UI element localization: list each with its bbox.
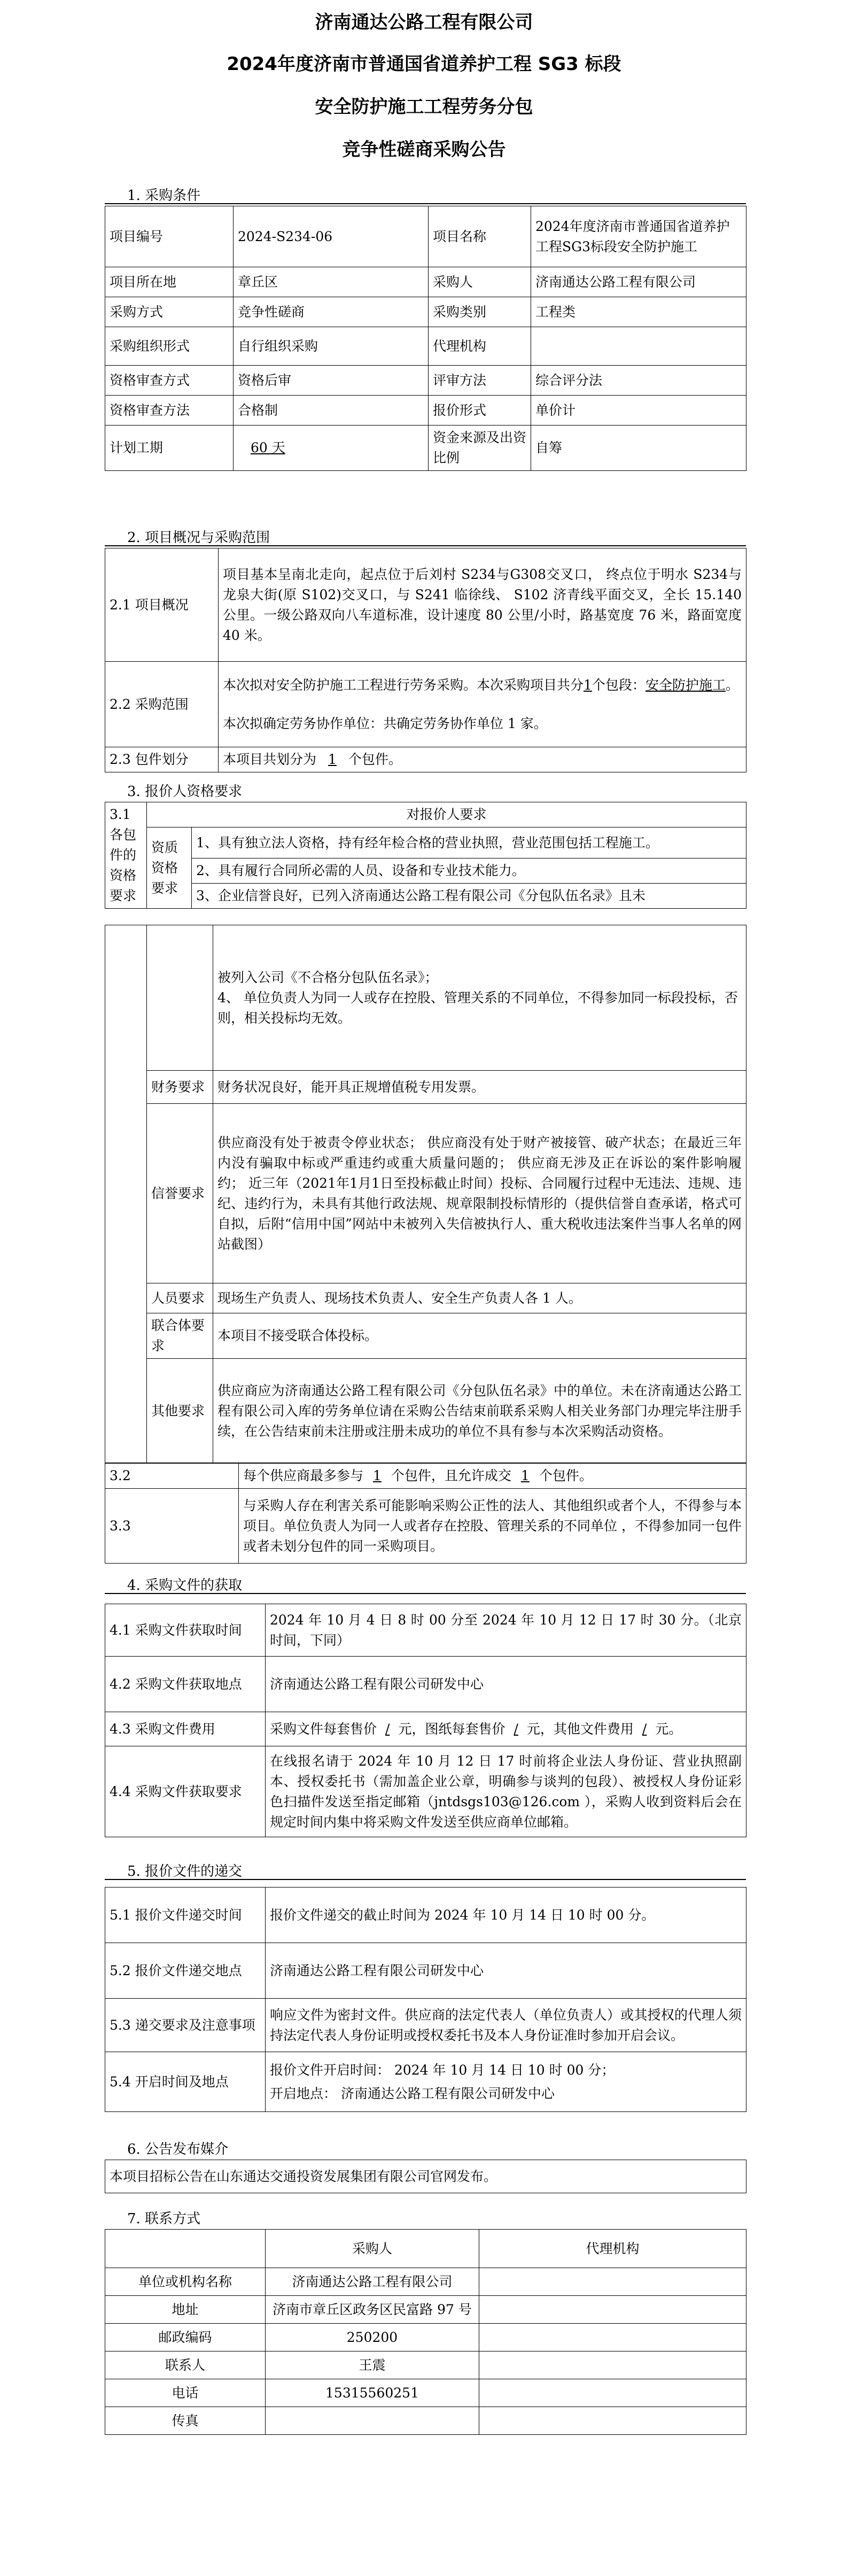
table-cell bbox=[479, 2296, 746, 2324]
table-cell: 济南通达公路工程有限公司研发中心 bbox=[266, 1657, 746, 1712]
table-row bbox=[105, 206, 746, 267]
table-cell: 5.1 报价文件递交时间 bbox=[105, 1887, 266, 1943]
table-cell: 计划工期 bbox=[105, 426, 234, 471]
publication-media-table bbox=[105, 2160, 746, 2193]
table-row bbox=[105, 802, 746, 827]
table-cell: 2024 年 10 月 4 日 8 时 00 分至 2024 年 10 月 12 日 17 时 30 分。（北京时间，下同） bbox=[266, 1604, 746, 1657]
table-cell: 财务状况良好，能开具正规增值税专用发票。 bbox=[213, 1071, 746, 1104]
table-row bbox=[105, 297, 746, 327]
table-cell: 资格后审 bbox=[234, 366, 429, 396]
table-cell: 采购类别 bbox=[429, 297, 531, 327]
package-limit: 1 bbox=[373, 1467, 382, 1483]
table-cell: 3.3 bbox=[105, 1489, 239, 1564]
table-row bbox=[105, 1746, 746, 1837]
table-cell: 5.4 开启时间及地点 bbox=[105, 2052, 266, 2112]
text-span: 个包件。 bbox=[539, 1467, 593, 1483]
table-row bbox=[105, 1359, 746, 1464]
table-cell: 资质资格要求 bbox=[147, 827, 192, 909]
table-cell: 3、企业信誉良好，已列入济南通达公路工程有限公司《分包队伍名录》且未 bbox=[192, 884, 746, 909]
qualification-table-part3 bbox=[105, 1463, 746, 1564]
table-cell: 单价计 bbox=[531, 396, 746, 426]
table-cell: 合格制 bbox=[234, 396, 429, 426]
table-row bbox=[105, 925, 746, 1071]
table-row bbox=[105, 2351, 746, 2379]
text-span: 元，其他文件费用 bbox=[526, 1721, 634, 1737]
fee-value: / bbox=[385, 1721, 390, 1737]
table-cell: 项目基本呈南北走向，起点位于后刘村 S234与G308交叉口， 终点位于明水 S234与龙泉大街(原 S102)交叉口，与 S241 临徐线、 S102 济青线平面交叉，全长 15.140 公里。一级公路双向八车道标准，设计速度 80 公里/小时，路基宽度 76 米，路面宽度 40 米。 bbox=[219, 548, 746, 662]
table-cell bbox=[479, 2379, 746, 2407]
table-cell: 王震 bbox=[266, 2351, 479, 2379]
table-row bbox=[105, 1463, 746, 1489]
table-row bbox=[105, 548, 746, 662]
table-cell: 与采购人存在利害关系可能影响采购公正性的法人、其他组织或者个人，不得参与本项目。单位负责人为同一人或者存在控股、管理关系的不同单位 ，不得参加同一包件或者未划分包件的同一采购项目。 bbox=[239, 1489, 746, 1564]
table-row bbox=[105, 1604, 746, 1657]
table-cell: 4.4 采购文件获取要求 bbox=[105, 1746, 266, 1837]
table-row bbox=[105, 1071, 746, 1104]
table-cell: 2、具有履行合同所必需的人员、设备和专业技术能力。 bbox=[192, 858, 746, 884]
table-row bbox=[105, 2407, 746, 2435]
table-row bbox=[105, 662, 746, 747]
table-row bbox=[105, 2052, 746, 2112]
table-cell: 代理机构 bbox=[429, 327, 531, 366]
table-cell: 2.1 项目概况 bbox=[105, 548, 219, 662]
table-cell: 济南通达公路工程有限公司 bbox=[266, 2268, 479, 2296]
table-row bbox=[105, 1489, 746, 1564]
qualification-table-part2 bbox=[105, 925, 746, 1464]
table-cell: 信誉要求 bbox=[147, 1104, 213, 1283]
table-cell bbox=[479, 2268, 746, 2296]
table-cell: 项目编号 bbox=[105, 206, 234, 267]
table-row bbox=[105, 267, 746, 297]
section-divider bbox=[105, 1593, 746, 1594]
table-cell: 5.3 递交要求及注意事项 bbox=[105, 1999, 266, 2052]
table-cell: 报价文件递交的截止时间为 2024 年 10 月 14 日 10 时 00 分。 bbox=[266, 1887, 746, 1943]
table-cell bbox=[147, 925, 213, 1071]
table-cell: 15315560251 bbox=[266, 2379, 479, 2407]
table-cell: 自筹 bbox=[531, 426, 746, 471]
table-cell: 4.2 采购文件获取地点 bbox=[105, 1657, 266, 1712]
table-row bbox=[105, 1104, 746, 1283]
opening-time: 报价文件开启时间： 2024 年 10 月 14 日 10 时 00 分； bbox=[270, 2062, 615, 2078]
table-cell bbox=[266, 2052, 746, 2112]
table-header: 采购人 bbox=[266, 2230, 479, 2268]
table-cell: 济南通达公路工程有限公司研发中心 bbox=[266, 1943, 746, 1999]
table-cell bbox=[234, 426, 429, 471]
table-cell: 4.1 采购文件获取时间 bbox=[105, 1604, 266, 1657]
table-cell: 1、具有独立法人资格，持有经年检合格的营业执照，营业范围包括工程施工。 bbox=[192, 827, 746, 858]
scope-paragraph: 本次拟确定劳务协作单位：共确定劳务协作单位 1 家。 bbox=[223, 715, 547, 731]
package-name: 安全防护施工 bbox=[645, 677, 726, 693]
table-cell: 2.3 包件划分 bbox=[105, 747, 219, 772]
table-cell: 本项目不接受联合体投标。 bbox=[213, 1313, 746, 1359]
table-cell: 自行组织采购 bbox=[234, 327, 429, 366]
table-cell bbox=[531, 327, 746, 366]
table-cell: 财务要求 bbox=[147, 1071, 213, 1104]
table-cell: 250200 bbox=[266, 2324, 479, 2351]
table-cell: 2024年度济南市普通国省道养护工程SG3标段安全防护施工 bbox=[531, 206, 746, 267]
table-cell: 电话 bbox=[105, 2379, 266, 2407]
section-2-heading: 2. 项目概况与采购范围 bbox=[127, 530, 270, 546]
table-row bbox=[105, 2379, 746, 2407]
table-cell: 工程类 bbox=[531, 297, 746, 327]
table-cell: 竞争性磋商 bbox=[234, 297, 429, 327]
table-cell bbox=[479, 2351, 746, 2379]
award-limit: 1 bbox=[520, 1467, 530, 1483]
table-cell: 济南通达公路工程有限公司 bbox=[531, 267, 746, 297]
text-span: 本次拟对安全防护施工工程进行劳务采购。本次采购项目共分 bbox=[223, 677, 584, 693]
section-5-heading: 5. 报价文件的递交 bbox=[127, 1863, 243, 1879]
table-cell: 5.2 报价文件递交地点 bbox=[105, 1943, 266, 1999]
table-cell: 3.1 各包件的资格要求 bbox=[105, 802, 147, 909]
table-cell: 项目名称 bbox=[429, 206, 531, 267]
table-cell: 项目所在地 bbox=[105, 267, 234, 297]
table-row bbox=[105, 1712, 746, 1746]
table-row bbox=[105, 366, 746, 396]
qualification-table-part1 bbox=[105, 802, 746, 909]
text-span: 元。 bbox=[655, 1721, 682, 1737]
text-span: 元，图纸每套售价 bbox=[398, 1721, 505, 1737]
table-row bbox=[105, 1313, 746, 1359]
table-cell bbox=[266, 2407, 479, 2435]
table-cell: 本项目招标公告在山东通达交通投资发展集团有限公司官网发布。 bbox=[105, 2160, 746, 2193]
table-row bbox=[105, 747, 746, 772]
table-cell bbox=[219, 747, 746, 772]
table-cell: 3.2 bbox=[105, 1463, 239, 1489]
text-span: 采购文件每套售价 bbox=[270, 1721, 377, 1737]
table-cell bbox=[479, 2407, 746, 2435]
table-cell: 单位或机构名称 bbox=[105, 2268, 266, 2296]
table-row bbox=[105, 2296, 746, 2324]
contact-table bbox=[105, 2229, 746, 2435]
table-cell bbox=[266, 1712, 746, 1746]
table-cell: 资格审查方式 bbox=[105, 366, 234, 396]
table-cell: 报价形式 bbox=[429, 396, 531, 426]
table-row bbox=[105, 1999, 746, 2052]
table-cell: 济南市章丘区政务区民富路 97 号 bbox=[266, 2296, 479, 2324]
table-cell: 传真 bbox=[105, 2407, 266, 2435]
table-cell: 邮政编码 bbox=[105, 2324, 266, 2351]
table-cell: 在线报名请于 2024 年 10 月 12 日 17 时前将企业法人身份证、营业执照副本、授权委托书（需加盖企业公章，明确参与谈判的包段）、被授权人身份证彩色扫描件发送至指定邮箱（jntdsgs103@126.com ），采购人收到资料后会在规定时间内集中将采购文件发送至供应商单位邮箱。 bbox=[266, 1746, 746, 1837]
table-row bbox=[105, 2160, 746, 2193]
table-cell bbox=[239, 1463, 746, 1489]
table-cell bbox=[479, 2324, 746, 2351]
table-row bbox=[105, 2230, 746, 2268]
table-header: 代理机构 bbox=[479, 2230, 746, 2268]
section-7-heading: 7. 联系方式 bbox=[127, 2211, 201, 2227]
table-cell: 4.3 采购文件费用 bbox=[105, 1712, 266, 1746]
table-row bbox=[105, 426, 746, 471]
section-divider bbox=[105, 203, 746, 204]
section-6-heading: 6. 公告发布媒介 bbox=[127, 2141, 229, 2157]
notice-title: 竞争性磋商采购公告 bbox=[342, 139, 506, 160]
table-cell: 资金来源及出资比例 bbox=[429, 426, 531, 471]
table-cell: 采购方式 bbox=[105, 297, 234, 327]
table-cell: 其他要求 bbox=[147, 1359, 213, 1464]
table-cell: 联系人 bbox=[105, 2351, 266, 2379]
company-title: 济南通达公路工程有限公司 bbox=[315, 12, 533, 33]
table-row bbox=[105, 827, 746, 858]
requirement-text: 4、 单位负责人为同一人或存在控股、管理关系的不同单位，不得参加同一标段投标，否则，相关投标均无效。 bbox=[217, 989, 738, 1026]
section-divider bbox=[105, 1879, 746, 1880]
opening-place: 开启地点： 济南通达公路工程有限公司研发中心 bbox=[270, 2085, 555, 2101]
table-cell bbox=[105, 925, 147, 1464]
table-cell bbox=[219, 662, 746, 747]
table-cell: 地址 bbox=[105, 2296, 266, 2324]
table-cell bbox=[105, 2230, 266, 2268]
section-4-heading: 4. 采购文件的获取 bbox=[127, 1577, 243, 1593]
table-row bbox=[105, 1887, 746, 1943]
table-row bbox=[105, 396, 746, 426]
table-cell: 响应文件为密封文件。供应商的法定代表人（单位负责人）或其授权的代理人须持法定代表人身份证明或授权委托书及本人身份证准时参加开启会议。 bbox=[266, 1999, 746, 2052]
table-cell: 评审方法 bbox=[429, 366, 531, 396]
section-1-heading: 1. 采购条件 bbox=[127, 188, 201, 204]
table-cell: 供应商应为济南通达公路工程有限公司《分包队伍名录》中的单位。未在济南通达公路工程有限公司入库的劳务单位请在采购公告结束前联系采购人相关业务部门办理完毕注册手续，在公告结束前未注册或注册未成功的单位不具有参与本次采购活动资格。 bbox=[213, 1359, 746, 1464]
table-row bbox=[105, 1283, 746, 1313]
section-3-heading: 3. 报价人资格要求 bbox=[127, 784, 243, 800]
procurement-conditions-table bbox=[105, 206, 746, 471]
text-span: 。 bbox=[725, 677, 739, 693]
table-row bbox=[105, 327, 746, 366]
text-span: 个包件，且允许成交 bbox=[391, 1467, 511, 1483]
fee-value: / bbox=[514, 1721, 518, 1737]
text-span: 每个供应商最多参与 bbox=[243, 1467, 364, 1483]
table-cell: 现场生产负责人、现场技术负责人、安全生产负责人各 1 人。 bbox=[213, 1283, 746, 1313]
table-row bbox=[105, 2324, 746, 2351]
table-cell: 采购人 bbox=[429, 267, 531, 297]
package-count: 1 bbox=[328, 752, 337, 767]
table-cell: 2.2 采购范围 bbox=[105, 662, 219, 747]
scope-paragraph bbox=[223, 675, 742, 695]
table-cell: 人员要求 bbox=[147, 1283, 213, 1313]
table-cell: 综合评分法 bbox=[531, 366, 746, 396]
table-cell: 对报价人要求 bbox=[147, 802, 746, 827]
table-cell: 章丘区 bbox=[234, 267, 429, 297]
requirement-text: 被列入公司《不合格分包队伍名录》； bbox=[217, 969, 438, 985]
table-cell bbox=[213, 925, 746, 1071]
table-cell: 2024-S234-06 bbox=[234, 206, 429, 267]
table-cell: 资格审查方法 bbox=[105, 396, 234, 426]
text-span: 个包段： bbox=[592, 677, 645, 693]
duration-value: 60 天 bbox=[251, 440, 285, 455]
table-row bbox=[105, 2268, 746, 2296]
project-subtitle: 安全防护施工工程劳务分包 bbox=[315, 96, 533, 118]
project-overview-table bbox=[105, 548, 746, 772]
table-row bbox=[105, 858, 746, 884]
table-row bbox=[105, 1943, 746, 1999]
fee-value: / bbox=[642, 1721, 647, 1737]
text-span: 本项目共划分为 bbox=[223, 752, 317, 767]
table-cell: 采购组织形式 bbox=[105, 327, 234, 366]
package-count: 1 bbox=[584, 677, 592, 693]
table-row bbox=[105, 884, 746, 909]
table-row bbox=[105, 1657, 746, 1712]
table-cell: 供应商没有处于被责令停业状态； 供应商没有处于财产被接管、破产状态；在最近三年内没有骗取中标或严重违约或重大质量问题的； 供应商无涉及正在诉讼的案件影响履约； 近三年（2021年1月1日至投标截止时间）投标、合同履行过程中无违法、违规、违纪、违约行为，未具有其他行政法规、规章限制投标情形的（提供信誉自查承诺，格式可自拟，后附“信用中国”网站中未被列入失信被执行人、重大税收违法案件当事人名单的网站截图） bbox=[213, 1104, 746, 1283]
text-span: 个包件。 bbox=[348, 752, 402, 767]
table-cell: 联合体要求 bbox=[147, 1313, 213, 1359]
project-title: 2024年度济南市普通国省道养护工程 SG3 标段 bbox=[227, 53, 621, 75]
bid-submission-table bbox=[105, 1887, 746, 2112]
section-divider bbox=[105, 545, 746, 546]
document-acquisition-table bbox=[105, 1604, 746, 1837]
